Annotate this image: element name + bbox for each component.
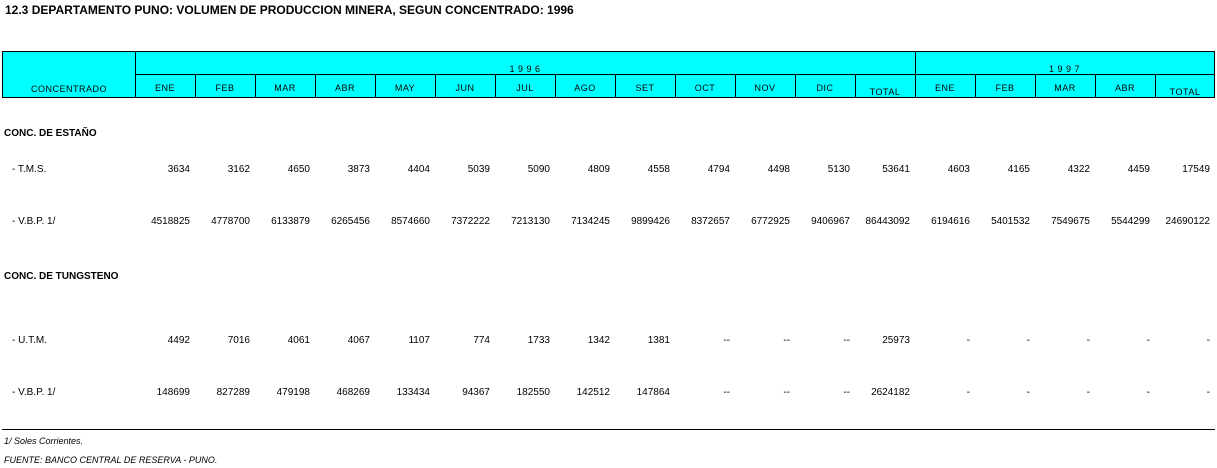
table-cell: 3634 bbox=[167, 164, 190, 175]
footnote-source: FUENTE: BANCO CENTRAL DE RESERVA - PUNO. bbox=[4, 455, 218, 465]
section-heading: CONC. DE TUNGSTENO bbox=[4, 271, 119, 282]
header-month-label: JUL bbox=[516, 83, 534, 93]
table-cell: 6265456 bbox=[331, 216, 370, 227]
row-label: - V.B.P. 1/ bbox=[12, 216, 56, 227]
header-year-1996: 1 9 9 6 bbox=[509, 64, 541, 74]
table-cell: -- bbox=[783, 387, 790, 398]
header-month-label: MAY bbox=[394, 83, 416, 93]
table-cell: 6194616 bbox=[931, 216, 970, 227]
table-cell: 1381 bbox=[647, 335, 670, 346]
header-month-label: JUN bbox=[455, 83, 475, 93]
table-cell: - bbox=[1206, 387, 1210, 398]
table-cell: 4794 bbox=[707, 164, 730, 175]
table-cell: 5090 bbox=[527, 164, 550, 175]
table-cell: 1342 bbox=[587, 335, 610, 346]
row-label: - V.B.P. 1/ bbox=[12, 387, 56, 398]
table-cell: 4165 bbox=[1007, 164, 1030, 175]
footer-divider bbox=[2, 429, 1215, 430]
table-cell: 5039 bbox=[467, 164, 490, 175]
table-cell: 4778700 bbox=[211, 216, 250, 227]
header-month-label: FEB bbox=[215, 83, 235, 93]
table-cell: 148699 bbox=[156, 387, 190, 398]
table-cell: 827289 bbox=[216, 387, 250, 398]
table-cell: 5544299 bbox=[1111, 216, 1150, 227]
table-cell: 147864 bbox=[636, 387, 670, 398]
header-month-label: TOTAL bbox=[869, 87, 901, 97]
table-cell: 774 bbox=[473, 335, 490, 346]
table-cell: -- bbox=[723, 335, 730, 346]
table-cell: 9406967 bbox=[811, 216, 850, 227]
table-cell: - bbox=[1026, 335, 1030, 346]
footnote-soles: 1/ Soles Corrientes. bbox=[4, 436, 84, 446]
header-month-label: ENE bbox=[154, 83, 175, 93]
table-cell: 3162 bbox=[227, 164, 250, 175]
table-cell: 9899426 bbox=[631, 216, 670, 227]
table-cell: 1107 bbox=[408, 335, 430, 346]
table-cell: - bbox=[1146, 335, 1150, 346]
header-month-label: MAR bbox=[1054, 83, 1076, 93]
table-cell: 142512 bbox=[576, 387, 610, 398]
table-header bbox=[2, 51, 1215, 98]
table-cell: 182550 bbox=[516, 387, 550, 398]
table-cell: 479198 bbox=[276, 387, 310, 398]
table-cell: 25973 bbox=[882, 335, 910, 346]
table-cell: 8372657 bbox=[691, 216, 730, 227]
table-cell: - bbox=[1206, 335, 1210, 346]
table-cell: 5130 bbox=[827, 164, 850, 175]
table-cell: 7372222 bbox=[451, 216, 490, 227]
row-label: - T.M.S. bbox=[12, 164, 47, 175]
table-cell: - bbox=[1086, 335, 1090, 346]
header-month-label: MAR bbox=[274, 83, 296, 93]
header-month-label: ABR bbox=[334, 83, 355, 93]
row-label: - U.T.M. bbox=[12, 335, 47, 346]
table-cell: 3873 bbox=[347, 164, 370, 175]
table-cell: 7549675 bbox=[1051, 216, 1090, 227]
table-cell: - bbox=[966, 387, 970, 398]
table-cell: 4518825 bbox=[151, 216, 190, 227]
header-month-label: FEB bbox=[995, 83, 1015, 93]
table-cell: 24690122 bbox=[1165, 216, 1210, 227]
header-month-label: SET bbox=[635, 83, 655, 93]
table-cell: - bbox=[1086, 387, 1090, 398]
table-cell: 6133879 bbox=[271, 216, 310, 227]
page-title: 12.3 DEPARTAMENTO PUNO: VOLUMEN DE PRODUCCION MINERA, SEGUN CONCENTRADO: 1996 bbox=[5, 3, 574, 17]
table-cell: 4061 bbox=[287, 335, 310, 346]
header-month-label: DIC bbox=[816, 83, 834, 93]
table-cell: 4322 bbox=[1067, 164, 1090, 175]
table-cell: 17549 bbox=[1182, 164, 1210, 175]
table-cell: 7213130 bbox=[511, 216, 550, 227]
table-cell: 7134245 bbox=[571, 216, 610, 227]
table-cell: - bbox=[1026, 387, 1030, 398]
table-cell: 4459 bbox=[1127, 164, 1150, 175]
table-cell: 4498 bbox=[767, 164, 790, 175]
table-cell: 94367 bbox=[462, 387, 490, 398]
table-cell: - bbox=[966, 335, 970, 346]
table-cell: 4492 bbox=[167, 335, 190, 346]
table-cell: -- bbox=[843, 335, 850, 346]
table-cell: -- bbox=[783, 335, 790, 346]
table-cell: 4558 bbox=[647, 164, 670, 175]
table-cell: 6772925 bbox=[751, 216, 790, 227]
header-month-label: OCT bbox=[694, 83, 716, 93]
table-cell: -- bbox=[843, 387, 850, 398]
table-cell: 4650 bbox=[287, 164, 310, 175]
header-concentrado: CONCENTRADO bbox=[30, 84, 107, 94]
header-month-label: NOV bbox=[754, 83, 776, 93]
header-month-label: TOTAL bbox=[1169, 87, 1201, 97]
table-cell: 1733 bbox=[527, 335, 550, 346]
table-cell: 4603 bbox=[947, 164, 970, 175]
header-month-label: AGO bbox=[574, 83, 596, 93]
table-cell: 4067 bbox=[347, 335, 370, 346]
table-cell: 468269 bbox=[336, 387, 370, 398]
header-month-label: ABR bbox=[1114, 83, 1135, 93]
table-cell: 86443092 bbox=[865, 216, 910, 227]
header-year-1997: 1 9 9 7 bbox=[1048, 64, 1081, 74]
table-cell: 133434 bbox=[396, 387, 430, 398]
table-cell: 7016 bbox=[227, 335, 250, 346]
table-cell: 53641 bbox=[882, 164, 910, 175]
table-cell: 4404 bbox=[407, 164, 430, 175]
table-cell: -- bbox=[723, 387, 730, 398]
table-cell: - bbox=[1146, 387, 1150, 398]
table-cell: 5401532 bbox=[991, 216, 1030, 227]
table-cell: 8574660 bbox=[391, 216, 430, 227]
table-cell: 4809 bbox=[587, 164, 610, 175]
section-heading: CONC. DE ESTAÑO bbox=[4, 128, 97, 139]
header-month-label: ENE bbox=[934, 83, 955, 93]
table-cell: 2624182 bbox=[871, 387, 910, 398]
